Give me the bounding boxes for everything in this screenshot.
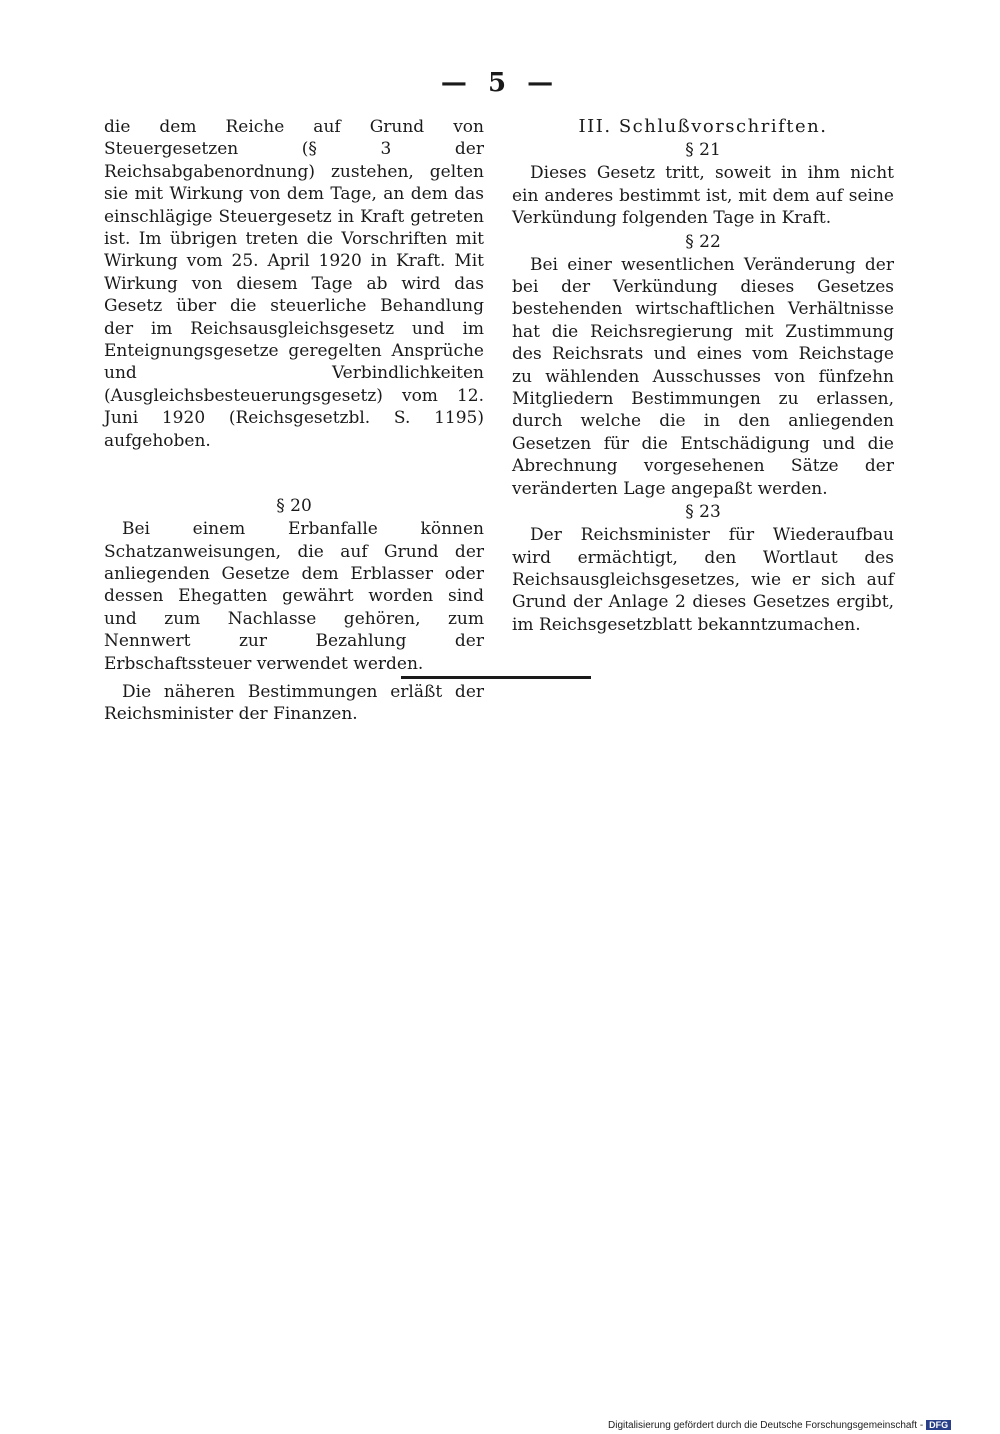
section-20-title: § 20 xyxy=(276,496,312,517)
section-22-paragraph: Bei einer wesentlichen Veränderung der bei der Verkündung dieses Gesetzes bestehenden wirtschaftlichen Verhältnisse hat die Reichsregierung mit Zustimmung des Reichsrats und eines vom Reichstage zu wählenden Ausschusses von fünfzehn Mitgliedern Bestimmungen zu erlassen, durch welche die in den anliegenden Gesetzen für die Entschädigung und die Abrechnung vorgesehenen Sätze der veränderten Lage angepaßt werden. xyxy=(512,254,894,499)
section-20-paragraph-1: Bei einem Erbanfalle können Schatzanweisungen, die auf Grund der anliegenden Gesetze dem Erblasser oder dessen Ehegatten gewährt worden sind und zum Nachlasse gehören, zum Nennwert zur Bezahlung der Erbschaftssteuer verwendet werden. xyxy=(104,519,484,674)
footer-credit xyxy=(608,1420,951,1431)
section-23-title: § 23 xyxy=(685,502,721,523)
dfg-logo: DFG xyxy=(926,1420,951,1430)
section-22-title: § 22 xyxy=(685,231,721,252)
end-rule xyxy=(401,676,591,679)
section-20-paragraph-2: Die näheren Bestimmungen erläßt der Reichsminister der Finanzen. xyxy=(104,681,484,725)
page-number: — 5 — xyxy=(440,68,560,98)
section-21-title: § 21 xyxy=(685,140,721,161)
section-heading: III. Schlußvorschriften. xyxy=(578,116,828,137)
left-column xyxy=(104,116,484,726)
footer-text: Digitalisierung gefördert durch die Deutsche Forschungsgemeinschaft - xyxy=(608,1420,924,1431)
section-23-paragraph: Der Reichsminister für Wiederaufbau wird ermächtigt, den Wortlaut des Reichsausgleichsgesetzes, wie er sich auf Grund der Anlage 2 dieses Gesetzes ergibt, im Reichsgesetzblatt bekanntzumachen. xyxy=(512,525,894,635)
continuation-paragraph: die dem Reiche auf Grund von Steuergesetzen (§ 3 der Reichsabgabenordnung) zustehen, gelten sie mit Wirkung von dem Tage, an dem das einschlägige Steuergesetz in Kraft getreten ist. Im übrigen treten die Vorschriften mit Wirkung vom 25. April 1920 in Kraft. Mit Wirkung von diesem Tage ab wird das Gesetz über die steuerliche Behandlung der im Reichsausgleichsgesetz und im Enteignungsgesetze geregelten Ansprüche und Verbindlichkeiten (Ausgleichsbesteuerungsgesetz) vom 12. Juni 1920 (Reichsgesetzbl. S. 1195) aufgehoben. xyxy=(104,117,484,451)
right-column xyxy=(512,116,894,636)
section-21-paragraph: Dieses Gesetz tritt, soweit in ihm nicht ein anderes bestimmt ist, mit dem auf seine Verkündung folgenden Tage in Kraft. xyxy=(512,163,894,229)
